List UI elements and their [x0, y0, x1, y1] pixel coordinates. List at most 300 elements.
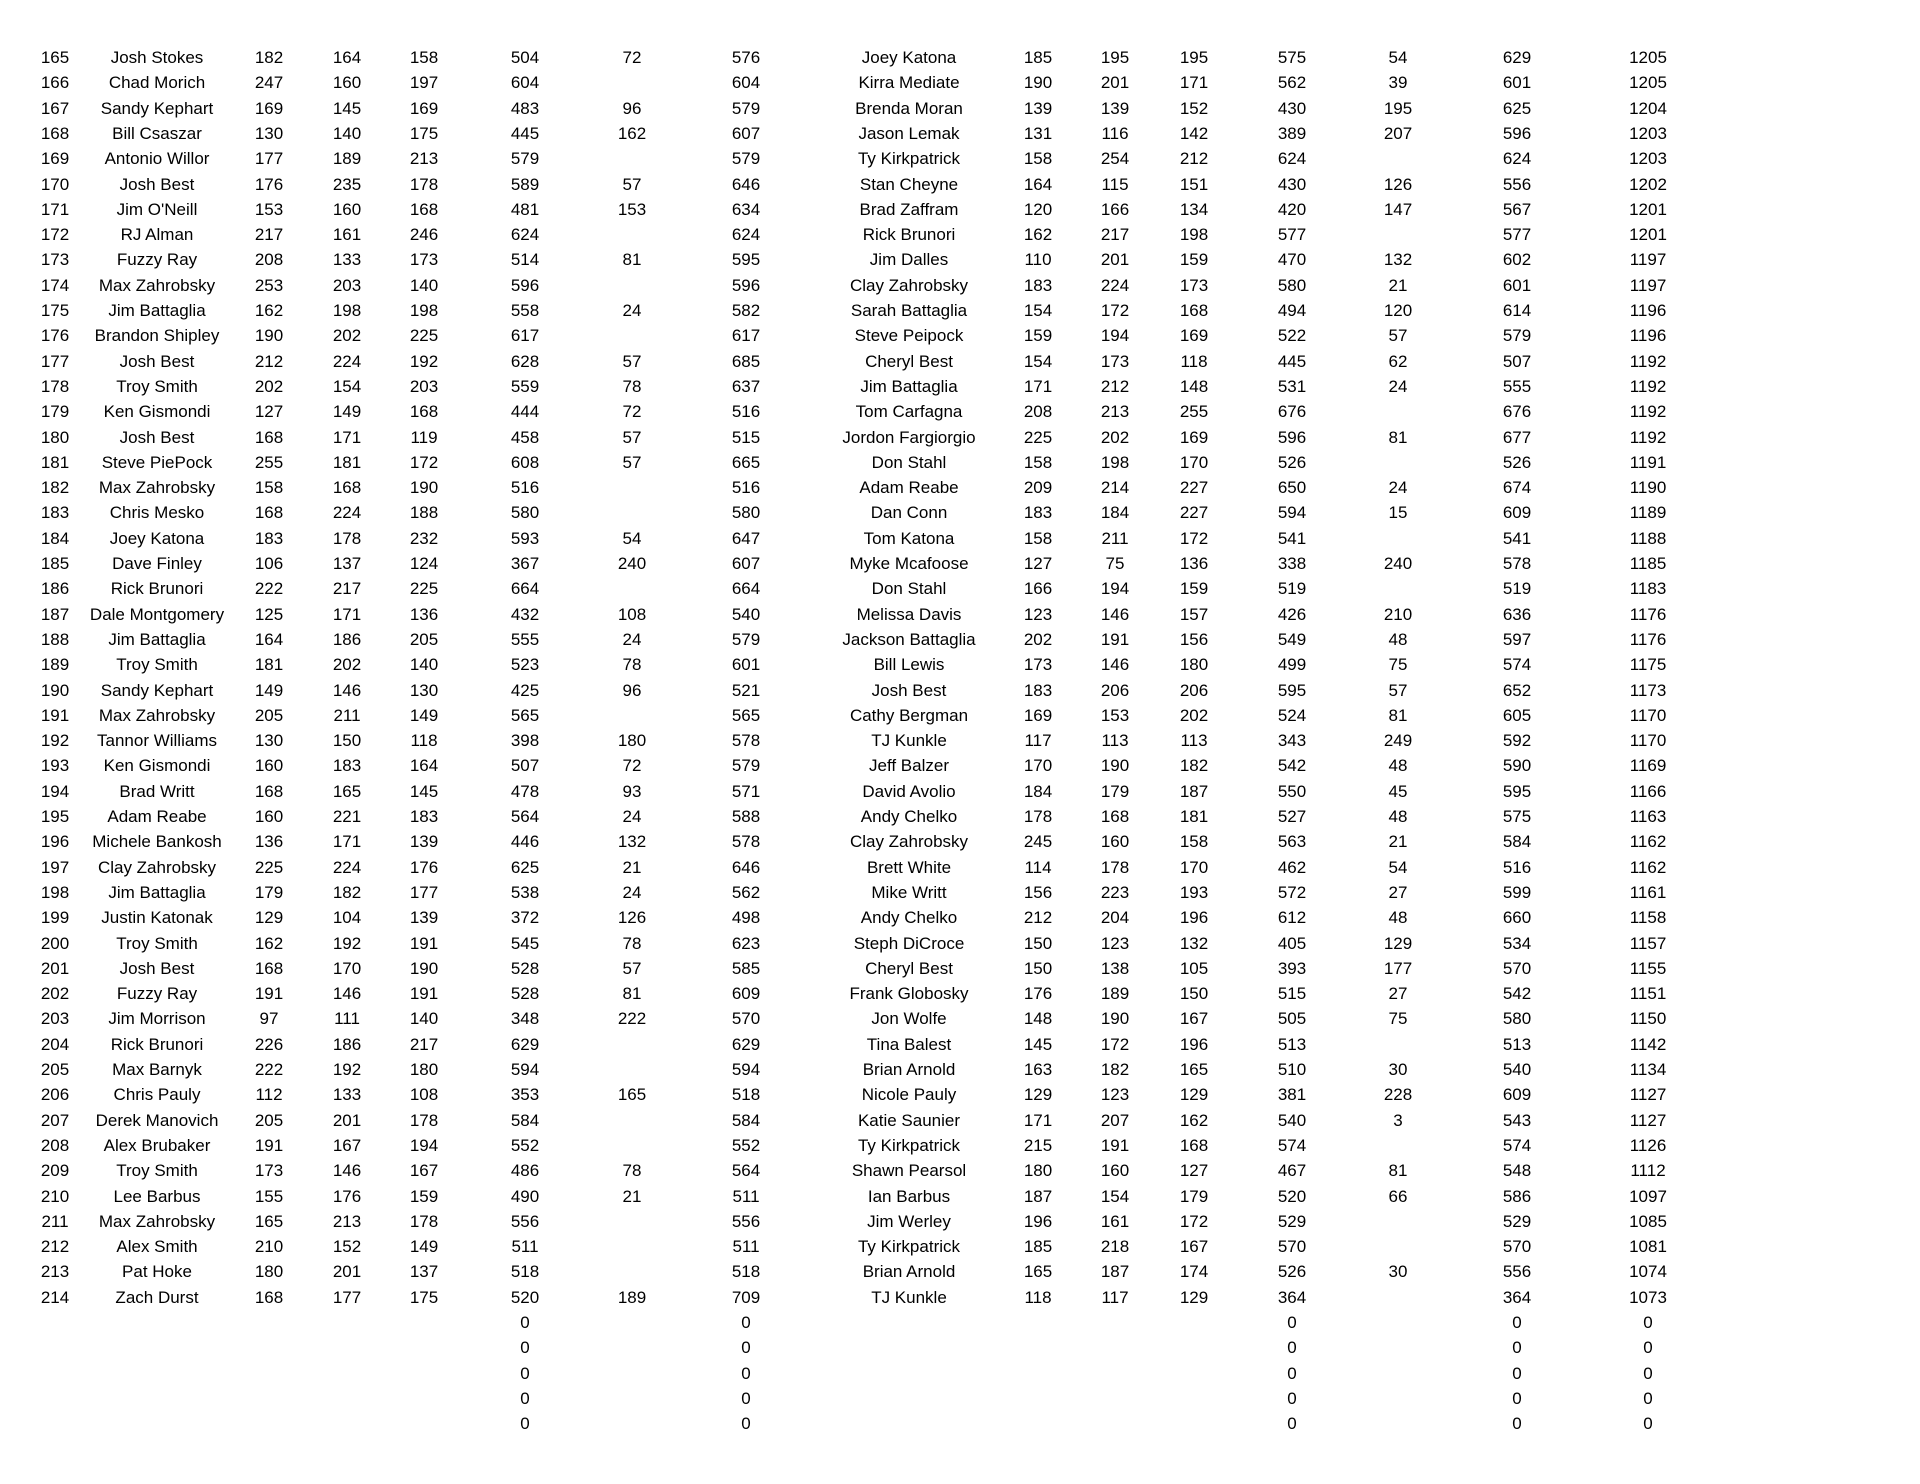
cell-rank: 209 [40, 1161, 70, 1181]
cell-g3a: 119 [410, 427, 438, 447]
cell-total1: 556 [731, 1211, 761, 1231]
cell-g1a: 177 [254, 149, 284, 169]
cell-g3a: 139 [409, 908, 439, 928]
cell-g3b: 171 [1179, 73, 1209, 93]
cell-g2b: 146 [1100, 655, 1130, 675]
cell-hdcp1: 93 [622, 781, 642, 801]
cell-g1a: 160 [254, 756, 284, 776]
cell-name1: Max Zahrobsky [98, 705, 216, 725]
cell-g3b: 198 [1179, 225, 1209, 245]
cell-hdcp1: 153 [617, 199, 647, 219]
cell-g1a: 112 [255, 1085, 283, 1105]
cell-g2b: 204 [1100, 908, 1130, 928]
cell-combined: 1142 [1629, 1034, 1667, 1054]
cell-scratch1: 559 [510, 376, 540, 396]
cell-g3b: 157 [1179, 604, 1209, 624]
table-row [0, 1133, 1920, 1158]
cell-g3b: 196 [1179, 908, 1209, 928]
cell-g1b: 185 [1023, 1237, 1053, 1257]
cell-hdcp1: 54 [622, 528, 642, 548]
cell-g3a: 175 [409, 1287, 439, 1307]
cell-g2a: 150 [332, 731, 362, 751]
cell-g2b: 168 [1100, 807, 1130, 826]
cell-total2: 555 [1502, 376, 1532, 396]
cell-rank: 214 [40, 1287, 70, 1307]
cell-total1: 515 [731, 427, 761, 447]
cell-name1: Max Barnyk [112, 1060, 202, 1079]
cell-total1: 604 [731, 73, 761, 93]
cell-scratch2: 467 [1277, 1161, 1307, 1181]
table-row [0, 905, 1920, 930]
cell-g2b: 178 [1100, 857, 1130, 877]
cell-name1: Alex Brubaker [103, 1135, 211, 1155]
cell-scratch2: 393 [1277, 958, 1307, 978]
cell-g1b: 162 [1023, 225, 1053, 245]
cell-g3a: 130 [409, 680, 439, 700]
cell-combined: 1126 [1629, 1135, 1667, 1155]
cell-g3a: 178 [409, 1211, 439, 1231]
cell-hdcp2: 210 [1383, 604, 1413, 624]
table-row [0, 45, 1920, 70]
cell-g1a: 168 [254, 781, 284, 801]
cell-rank: 200 [40, 933, 70, 953]
cell-scratch2: 549 [1277, 629, 1307, 649]
cell-hdcp2: 30 [1388, 1060, 1408, 1079]
cell-scratch1: 504 [510, 48, 540, 67]
cell-g1a: 176 [254, 174, 284, 194]
cell-scratch2: 505 [1277, 1009, 1307, 1029]
cell-name2: David Avolio [862, 781, 956, 801]
cell-hdcp2: 39 [1388, 73, 1408, 93]
cell-name1: Josh Best [119, 174, 195, 194]
cell-total2: 364 [1502, 1287, 1532, 1307]
cell-name1: Derek Manovich [95, 1110, 219, 1130]
cell-total1: 585 [731, 958, 761, 978]
cell-total2: 595 [1502, 781, 1532, 801]
cell-name1: Lee Barbus [113, 1186, 201, 1206]
table-row [0, 1259, 1920, 1284]
cell-name1: Jim Battaglia [108, 882, 206, 902]
cell-total2: 660 [1502, 908, 1532, 928]
cell-g2b: 218 [1100, 1237, 1130, 1257]
cell-scratch1: 445 [510, 123, 540, 143]
cell-g2b: 194 [1100, 579, 1130, 599]
cell-hdcp1: 72 [622, 402, 642, 422]
cell-g1b: 202 [1023, 629, 1053, 649]
cell-total2: 519 [1502, 579, 1532, 599]
cell-name2: Tom Carfagna [855, 402, 963, 422]
cell-scratch2: 494 [1277, 301, 1307, 320]
cell-g1b: 158 [1023, 528, 1053, 548]
cell-g1b: 165 [1023, 1262, 1053, 1282]
cell-scratch1: 518 [510, 1262, 540, 1282]
table-row [0, 1285, 1920, 1310]
cell-total1: 594 [731, 1060, 761, 1079]
cell-hdcp1: 189 [617, 1287, 647, 1307]
cell-total1: 588 [731, 807, 761, 826]
cell-g1b: 196 [1023, 1211, 1053, 1231]
cell-total2: 579 [1502, 326, 1532, 346]
cell-g2a: 149 [332, 402, 362, 422]
cell-g3a: 232 [409, 528, 439, 548]
cell-total2: 0 [1512, 1363, 1522, 1383]
cell-g1a: 225 [254, 857, 284, 877]
cell-rank: 167 [40, 98, 70, 118]
cell-name2: Jackson Battaglia [842, 629, 976, 649]
cell-combined: 1202 [1629, 174, 1667, 194]
cell-scratch1: 353 [510, 1085, 540, 1105]
cell-g3b: 152 [1179, 98, 1209, 118]
cell-scratch1: 490 [510, 1186, 540, 1206]
cell-total2: 556 [1502, 1262, 1532, 1282]
cell-name2: Joey Katona [861, 48, 957, 67]
cell-rank: 197 [40, 857, 70, 877]
cell-g1a: 179 [254, 882, 284, 902]
cell-g3b: 159 [1179, 579, 1209, 599]
cell-name1: Ken Gismondi [103, 402, 211, 422]
cell-scratch1: 0 [520, 1414, 530, 1434]
cell-total2: 0 [1512, 1313, 1522, 1332]
cell-hdcp2: 120 [1383, 301, 1413, 320]
table-row [0, 323, 1920, 348]
cell-g3b: 136 [1179, 554, 1209, 573]
cell-scratch1: 511 [511, 1237, 539, 1257]
cell-g2b: 190 [1100, 756, 1130, 776]
table-row [0, 197, 1920, 222]
cell-scratch2: 650 [1277, 478, 1307, 498]
cell-g2b: 160 [1100, 832, 1130, 852]
cell-scratch2: 462 [1277, 857, 1307, 877]
cell-g2a: 167 [332, 1135, 362, 1155]
cell-hdcp2: 129 [1383, 933, 1413, 953]
cell-name2: Shawn Pearsol [851, 1161, 967, 1181]
cell-scratch2: 563 [1277, 832, 1307, 852]
cell-scratch2: 0 [1287, 1414, 1297, 1434]
cell-scratch1: 516 [510, 478, 540, 498]
cell-g3a: 191 [409, 984, 439, 1004]
cell-rank: 174 [40, 275, 70, 295]
cell-name2: Stan Cheyne [859, 174, 959, 194]
cell-g2b: 213 [1100, 402, 1130, 422]
cell-g1a: 136 [254, 832, 284, 852]
table-row [0, 273, 1920, 298]
cell-scratch1: 596 [510, 275, 540, 295]
cell-scratch2: 389 [1277, 123, 1307, 143]
cell-g3b: 179 [1179, 1186, 1209, 1206]
cell-g2a: 213 [332, 1211, 362, 1231]
cell-total2: 542 [1502, 984, 1532, 1004]
cell-name2: Don Stahl [871, 579, 947, 599]
cell-g1a: 253 [254, 275, 284, 295]
cell-g1a: 205 [254, 705, 284, 725]
cell-scratch1: 565 [510, 705, 540, 725]
cell-total1: 646 [731, 857, 761, 877]
cell-hdcp2: 15 [1388, 503, 1408, 523]
cell-rank: 180 [40, 427, 70, 447]
cell-combined: 1085 [1629, 1211, 1667, 1231]
cell-scratch2: 381 [1277, 1085, 1307, 1105]
cell-g2b: 212 [1100, 376, 1130, 396]
table-row [0, 222, 1920, 247]
cell-name1: Michele Bankosh [92, 832, 222, 852]
cell-g1b: 154 [1023, 301, 1053, 320]
cell-total1: 516 [731, 402, 761, 422]
cell-total1: 518 [731, 1085, 761, 1105]
cell-name1: RJ Alman [120, 225, 194, 245]
cell-combined: 0 [1643, 1363, 1653, 1383]
cell-g2a: 145 [332, 98, 362, 118]
cell-g2a: 224 [332, 503, 362, 523]
cell-name2: Andy Chelko [860, 908, 958, 928]
cell-hdcp1: 57 [622, 958, 642, 978]
cell-total1: 516 [731, 478, 761, 498]
cell-hdcp1: 72 [622, 48, 642, 67]
cell-name1: Rick Brunori [110, 1034, 204, 1054]
cell-total1: 609 [731, 984, 761, 1004]
cell-g2b: 190 [1100, 1009, 1130, 1029]
cell-g3b: 196 [1179, 1034, 1209, 1054]
cell-name1: Max Zahrobsky [98, 1211, 216, 1231]
cell-g3b: 170 [1179, 452, 1209, 472]
cell-g1a: 217 [254, 225, 284, 245]
cell-combined: 1155 [1629, 958, 1667, 978]
cell-combined: 1162 [1629, 832, 1667, 852]
cell-rank: 198 [40, 882, 70, 902]
cell-hdcp1: 165 [617, 1085, 647, 1105]
cell-name1: Adam Reabe [107, 807, 207, 826]
cell-scratch2: 515 [1277, 984, 1307, 1004]
cell-g2a: 186 [332, 1034, 362, 1054]
cell-total1: 564 [731, 1161, 761, 1181]
cell-total2: 516 [1502, 857, 1532, 877]
cell-g2b: 172 [1100, 1034, 1130, 1054]
cell-total2: 534 [1502, 933, 1532, 953]
cell-name1: Joey Katona [109, 528, 205, 548]
cell-combined: 1150 [1629, 1009, 1667, 1029]
cell-g1b: 150 [1023, 933, 1053, 953]
cell-name2: Ty Kirkpatrick [857, 149, 961, 169]
cell-g2b: 161 [1100, 1211, 1130, 1231]
cell-rank: 211 [41, 1211, 69, 1231]
cell-total2: 574 [1502, 1135, 1532, 1155]
cell-g2a: 168 [332, 478, 362, 498]
cell-hdcp2: 240 [1383, 554, 1413, 573]
cell-scratch2: 513 [1277, 1034, 1307, 1054]
cell-total2: 592 [1502, 731, 1532, 751]
cell-scratch2: 0 [1287, 1363, 1297, 1383]
cell-g1a: 164 [254, 629, 284, 649]
cell-g3b: 168 [1179, 301, 1209, 320]
cell-name2: Nicole Pauly [861, 1085, 957, 1105]
cell-name2: Josh Best [871, 680, 947, 700]
cell-g3b: 132 [1179, 933, 1209, 953]
cell-combined: 1188 [1629, 528, 1667, 548]
cell-rank: 210 [40, 1186, 70, 1206]
cell-combined: 1162 [1629, 857, 1667, 877]
cell-hdcp1: 57 [622, 174, 642, 194]
cell-g2a: 176 [332, 1186, 362, 1206]
cell-g2a: 192 [332, 1060, 362, 1079]
cell-scratch1: 478 [510, 781, 540, 801]
cell-hdcp1: 57 [622, 452, 642, 472]
table-row [0, 1361, 1920, 1386]
cell-g2a: 165 [332, 781, 362, 801]
cell-combined: 1196 [1629, 301, 1667, 320]
cell-combined: 1170 [1629, 705, 1667, 725]
cell-hdcp2: 66 [1388, 1186, 1408, 1206]
cell-g1b: 166 [1023, 579, 1053, 599]
cell-g2b: 191 [1100, 1135, 1130, 1155]
cell-rank: 166 [40, 73, 70, 93]
cell-total2: 578 [1502, 554, 1532, 573]
cell-scratch2: 541 [1277, 528, 1307, 548]
cell-hdcp2: 147 [1383, 199, 1413, 219]
cell-hdcp1: 162 [617, 123, 647, 143]
cell-g2b: 182 [1100, 1060, 1130, 1079]
table-row [0, 172, 1920, 197]
cell-rank: 183 [40, 503, 70, 523]
cell-scratch2: 520 [1277, 1186, 1307, 1206]
cell-combined: 1185 [1629, 554, 1667, 573]
cell-g1b: 127 [1023, 554, 1053, 573]
cell-g3b: 158 [1179, 832, 1209, 852]
cell-total1: 571 [731, 781, 761, 801]
cell-name1: Fuzzy Ray [116, 984, 198, 1004]
cell-total2: 540 [1502, 1060, 1532, 1079]
cell-g2a: 140 [332, 123, 362, 143]
cell-total2: 677 [1502, 427, 1532, 447]
cell-name2: Jim Battaglia [860, 376, 958, 396]
cell-g3b: 206 [1179, 680, 1209, 700]
cell-combined: 1127 [1629, 1110, 1667, 1130]
cell-name2: Tina Balest [866, 1034, 952, 1054]
cell-g1a: 173 [254, 1161, 284, 1181]
cell-combined: 1196 [1629, 326, 1667, 346]
cell-hdcp2: 81 [1388, 427, 1408, 447]
cell-scratch2: 524 [1277, 705, 1307, 725]
cell-name1: Troy Smith [116, 655, 198, 675]
cell-name1: Josh Best [119, 958, 195, 978]
table-row [0, 500, 1920, 525]
cell-total2: 624 [1502, 149, 1532, 169]
cell-name1: Steve PiePock [101, 452, 213, 472]
cell-hdcp2: 30 [1388, 1262, 1408, 1282]
cell-combined: 1158 [1629, 908, 1667, 928]
cell-combined: 1166 [1629, 781, 1667, 801]
cell-g3b: 212 [1179, 149, 1209, 169]
cell-combined: 1127 [1629, 1085, 1667, 1105]
cell-combined: 1191 [1629, 452, 1667, 472]
cell-g2b: 116 [1101, 123, 1129, 143]
cell-rank: 213 [40, 1262, 70, 1282]
cell-scratch1: 444 [510, 402, 540, 422]
cell-g2b: 214 [1100, 478, 1130, 498]
cell-total1: 647 [731, 528, 761, 548]
cell-total2: 575 [1502, 807, 1532, 826]
cell-scratch1: 629 [510, 1034, 540, 1054]
cell-hdcp1: 108 [617, 604, 647, 624]
cell-total1: 578 [731, 832, 761, 852]
cell-g1a: 129 [254, 908, 284, 928]
cell-total2: 580 [1502, 1009, 1532, 1029]
cell-hdcp1: 78 [622, 376, 642, 396]
cell-total1: 578 [731, 731, 761, 751]
cell-name2: Ian Barbus [867, 1186, 951, 1206]
cell-total1: 552 [731, 1135, 761, 1155]
cell-hdcp2: 81 [1388, 1161, 1408, 1181]
cell-total1: 595 [731, 250, 761, 270]
cell-combined: 1169 [1629, 756, 1667, 776]
cell-scratch1: 545 [510, 933, 540, 953]
cell-rank: 181 [40, 452, 70, 472]
cell-g1b: 183 [1023, 275, 1053, 295]
cell-g3a: 108 [409, 1085, 439, 1105]
cell-g2b: 166 [1100, 199, 1130, 219]
cell-name2: Myke Mcafoose [849, 554, 969, 573]
cell-g1b: 129 [1023, 1085, 1053, 1105]
cell-name2: Sarah Battaglia [850, 301, 968, 320]
cell-g3a: 137 [409, 1262, 439, 1282]
cell-g3b: 127 [1179, 1161, 1209, 1181]
table-row [0, 1310, 1920, 1335]
cell-g2a: 133 [332, 250, 362, 270]
cell-rank: 184 [40, 528, 70, 548]
cell-combined: 1203 [1629, 123, 1667, 143]
cell-rank: 193 [40, 756, 70, 776]
cell-name1: Max Zahrobsky [98, 275, 216, 295]
cell-scratch1: 446 [510, 832, 540, 852]
cell-g3b: 148 [1179, 376, 1209, 396]
cell-total1: 562 [731, 882, 761, 902]
cell-rank: 177 [40, 351, 70, 371]
cell-hdcp2: 27 [1388, 984, 1408, 1004]
cell-total1: 518 [731, 1262, 761, 1282]
cell-g2a: 192 [332, 933, 362, 953]
cell-scratch2: 594 [1277, 503, 1307, 523]
cell-hdcp2: 249 [1383, 731, 1413, 751]
cell-scratch2: 624 [1277, 149, 1307, 169]
cell-g2b: 224 [1100, 275, 1130, 295]
cell-scratch1: 594 [510, 1060, 540, 1079]
cell-g2a: 183 [332, 756, 362, 776]
cell-total1: 580 [731, 503, 761, 523]
cell-total2: 556 [1502, 174, 1532, 194]
cell-total2: 541 [1502, 528, 1532, 548]
cell-g1b: 178 [1023, 807, 1053, 826]
cell-scratch1: 589 [510, 174, 540, 194]
cell-scratch1: 624 [510, 225, 540, 245]
cell-combined: 1203 [1629, 149, 1667, 169]
cell-g2a: 221 [332, 807, 362, 826]
cell-name1: Troy Smith [116, 1161, 198, 1181]
cell-total2: 570 [1502, 958, 1532, 978]
cell-g3a: 167 [409, 1161, 439, 1181]
cell-total1: 623 [731, 933, 761, 953]
cell-scratch1: 514 [510, 250, 540, 270]
cell-g1b: 171 [1023, 1110, 1053, 1130]
cell-g1a: 183 [254, 528, 284, 548]
cell-total2: 605 [1502, 705, 1532, 725]
cell-g1a: 153 [254, 199, 284, 219]
table-row [0, 1082, 1920, 1107]
cell-total2: 529 [1502, 1211, 1532, 1231]
cell-name1: Chris Mesko [109, 503, 205, 523]
cell-g3a: 178 [409, 174, 439, 194]
cell-rank: 178 [40, 376, 70, 396]
cell-total1: 709 [731, 1287, 761, 1307]
cell-total1: 582 [731, 301, 761, 320]
cell-hdcp2: 57 [1388, 326, 1408, 346]
